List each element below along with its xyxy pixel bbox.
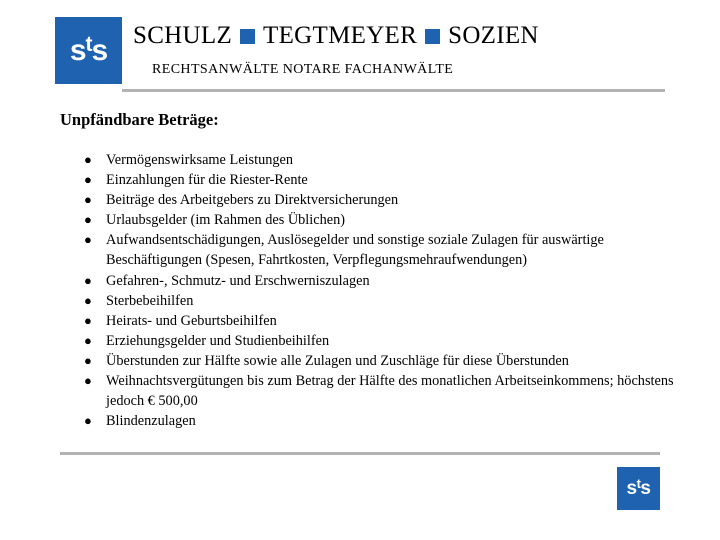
- bullet-icon: ●: [84, 212, 92, 228]
- bullet-icon: ●: [84, 152, 92, 167]
- firm-name: [133, 22, 539, 50]
- list-item-text: Erziehungsgelder und Studienbeihilfen: [106, 332, 330, 349]
- bullet-icon: ●: [84, 332, 92, 348]
- footer-logo-lettering: $s^ts$: [626, 475, 651, 499]
- logo-lettering: $s^ts$: [69, 32, 108, 67]
- separator-square-icon: [240, 29, 255, 44]
- bullet-icon: ●: [84, 312, 92, 328]
- list-item: [84, 170, 684, 190]
- list-item: [84, 150, 684, 170]
- list-item-text: Urlaubsgelder (im Rahmen des Üblichen): [106, 212, 346, 229]
- list-item: [84, 291, 684, 311]
- list-item-text: Aufwandsentschädigungen, Auslösegelder und sonstige soziale Zulagen für auswärtige Beschäftigungen (Spesen, Fahrtkosten, Verpflegungsmehraufwendungen): [106, 232, 604, 269]
- list-item-text: Sterbebeihilfen: [106, 292, 194, 309]
- list-item-text: Weihnachtsvergütungen bis zum Betrag der Hälfte des monatlichen Arbeitseinkommens; höchstens jedoch € 500,00: [106, 373, 674, 410]
- separator-square-icon: [425, 29, 440, 44]
- bullet-icon: ●: [84, 192, 92, 208]
- bullet-icon: ●: [84, 272, 92, 288]
- firm-logo: [55, 17, 122, 84]
- footer-divider: [60, 452, 660, 455]
- list-item: [84, 331, 684, 351]
- bullet-icon: ●: [84, 232, 92, 248]
- bullet-icon: ●: [84, 352, 92, 368]
- list-item-text: Blindenzulagen: [106, 413, 196, 430]
- bullet-icon: ●: [84, 373, 92, 389]
- bullet-icon: ●: [84, 292, 92, 308]
- list-item: [84, 271, 684, 291]
- list-item: [84, 210, 684, 230]
- bullet-icon: ●: [84, 172, 92, 188]
- list-item-text: Vermögenswirksame Leistungen: [106, 152, 294, 168]
- page-heading: Unpfändbare Beträge:: [60, 110, 219, 129]
- list-item-text: Gefahren-, Schmutz- und Erschwerniszulagen: [106, 272, 370, 289]
- list-item: [84, 190, 684, 210]
- list-item-text: Beiträge des Arbeitgebers zu Direktversicherungen: [106, 192, 399, 209]
- list-item: [84, 351, 684, 371]
- list-item: [84, 230, 684, 270]
- firm-name-part-3: SOZIEN: [448, 22, 539, 49]
- firm-name-part-2: TEGTMEYER: [263, 22, 418, 49]
- header-divider: [122, 89, 665, 92]
- firm-name-part-1: SCHULZ: [133, 22, 233, 49]
- bullet-icon: ●: [84, 413, 92, 429]
- list-item-text: Überstunden zur Hälfte sowie alle Zulagen und Zuschläge für diese Überstunden: [106, 352, 569, 369]
- list-item: [84, 311, 684, 331]
- list-item: [84, 371, 684, 411]
- list-item-text: Einzahlungen für die Riester-Rente: [106, 172, 308, 189]
- list-item-text: Heirats- und Geburtsbeihilfen: [106, 312, 277, 329]
- footer-logo: [617, 467, 660, 510]
- item-list: [84, 150, 684, 431]
- list-item: [84, 411, 684, 431]
- firm-subtitle: RECHTSANWÄLTE NOTARE FACHANWÄLTE: [152, 62, 454, 77]
